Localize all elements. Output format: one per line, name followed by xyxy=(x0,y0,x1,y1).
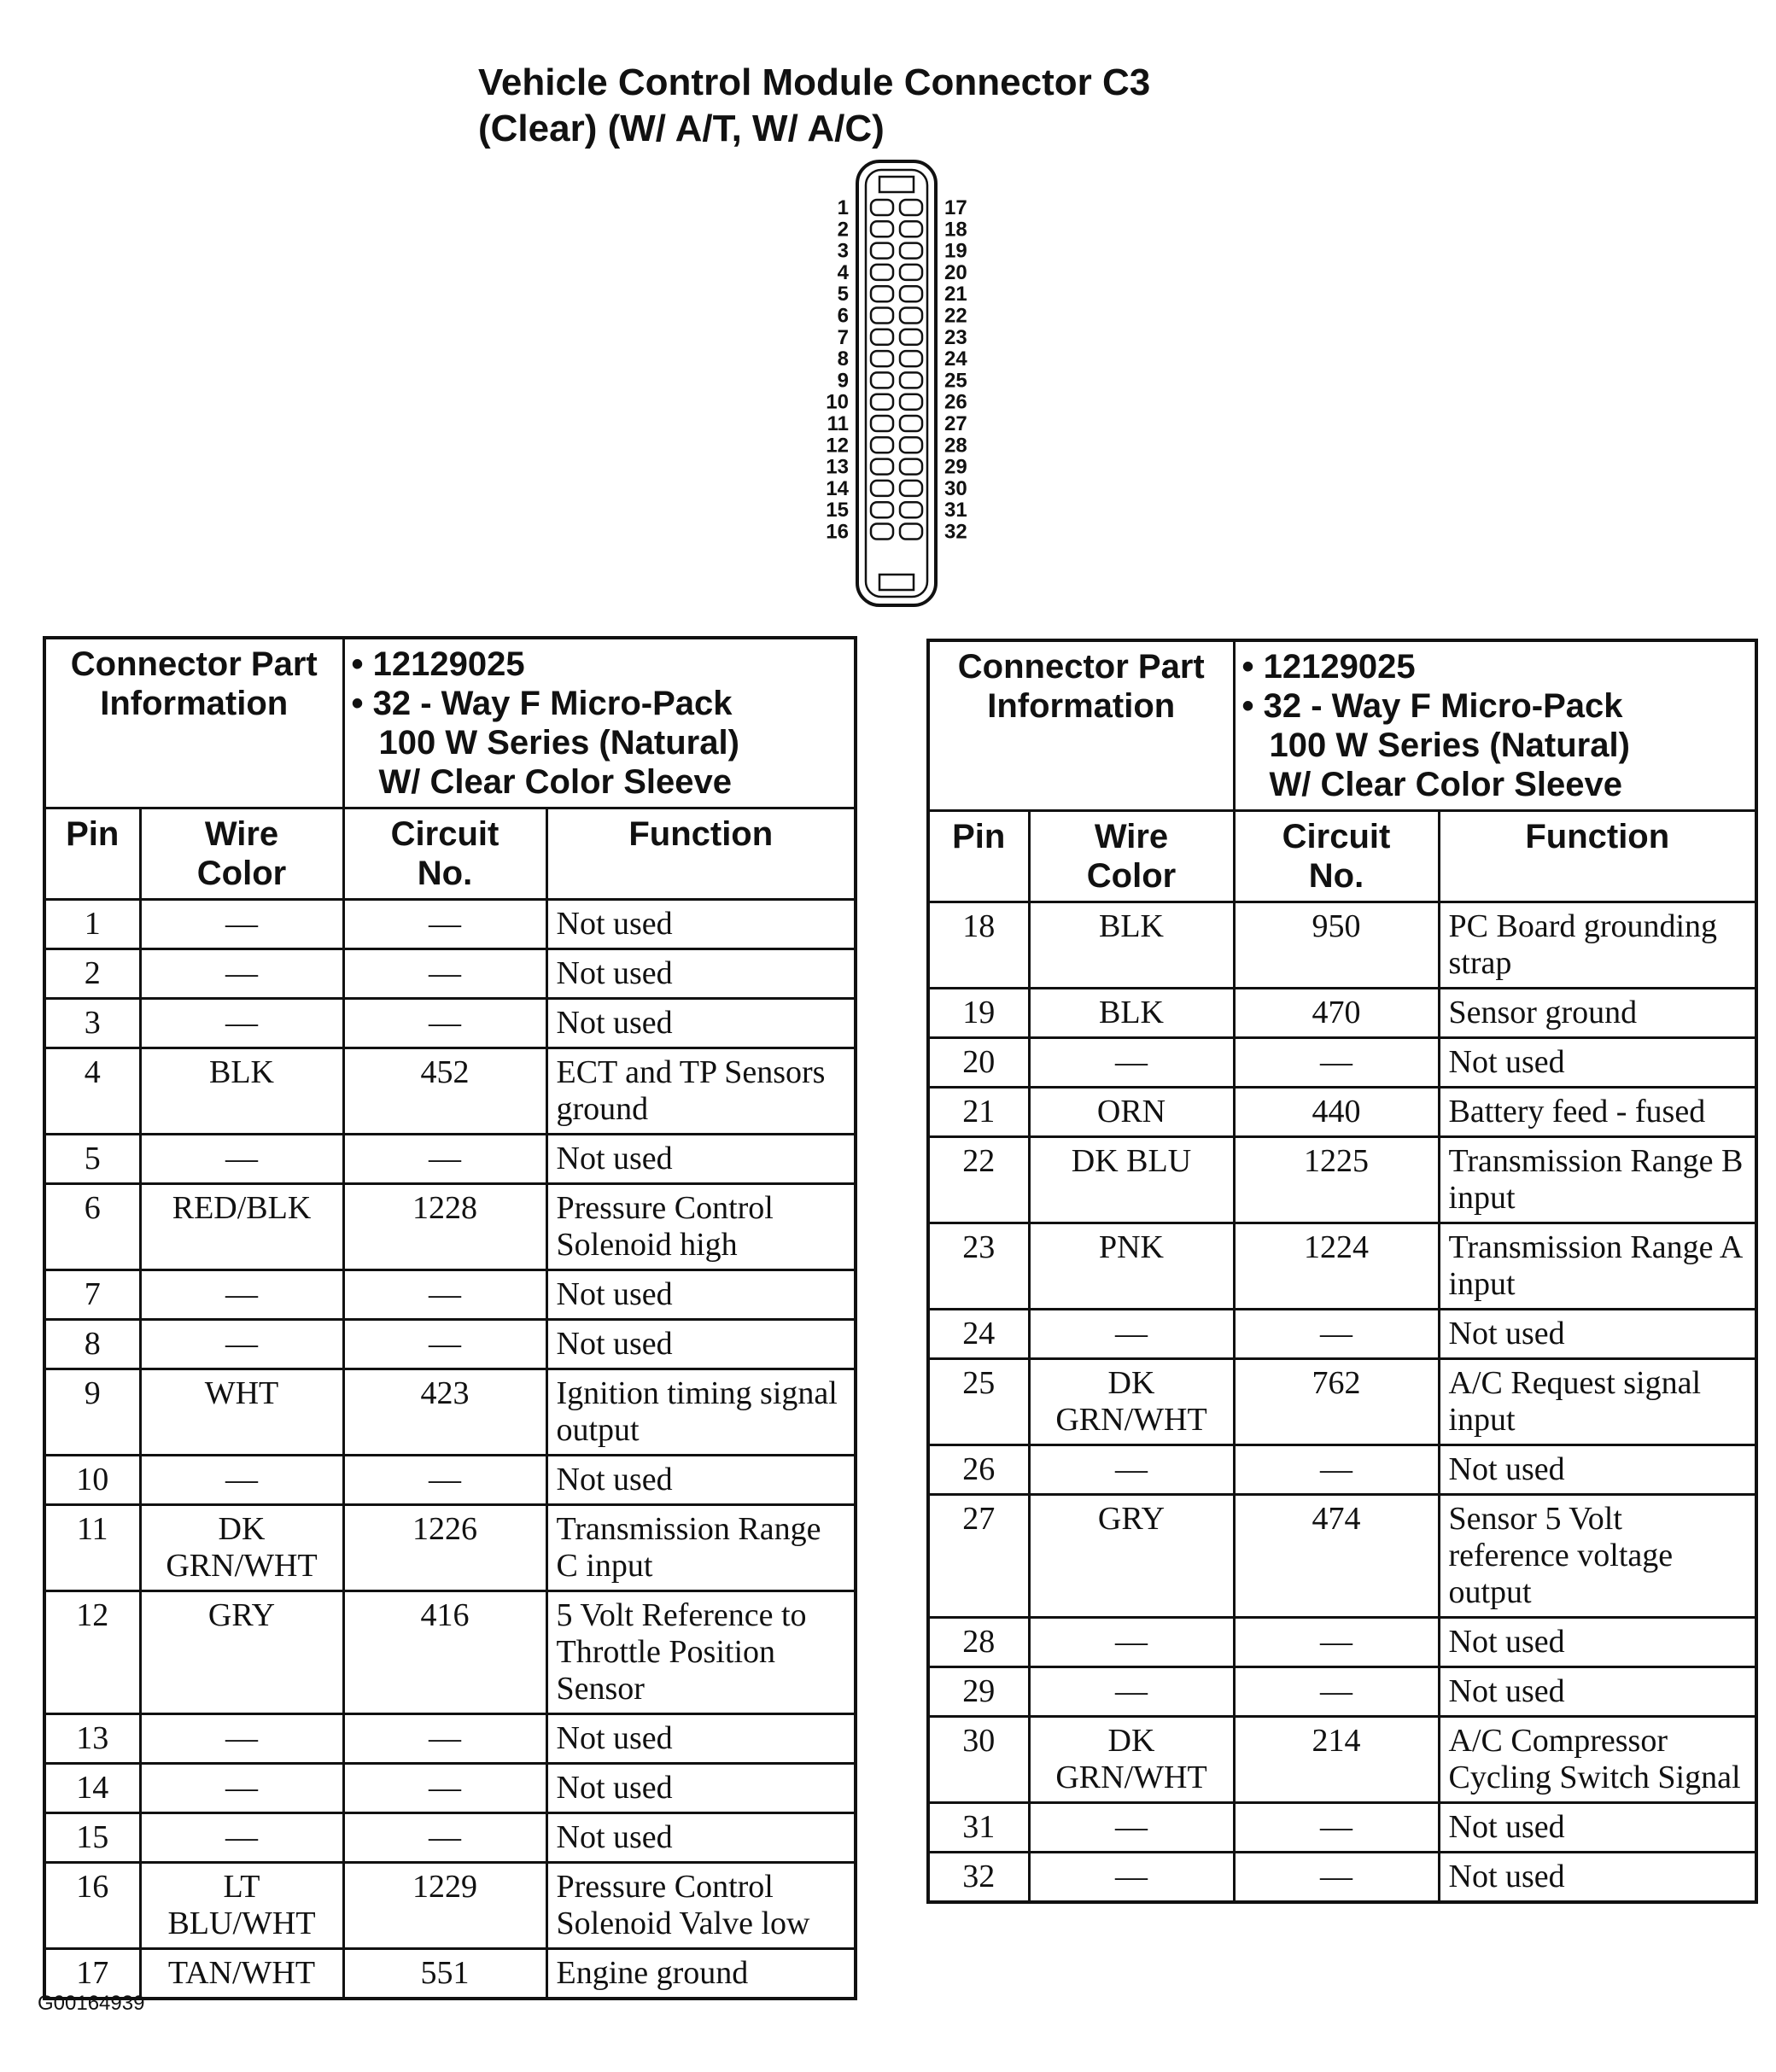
column-header-row xyxy=(44,808,856,900)
table-row xyxy=(928,1803,1756,1853)
page-title xyxy=(0,60,1776,152)
pin-number-label: 6 xyxy=(837,304,849,328)
function-cell: Transmission Range A input xyxy=(1439,1223,1756,1310)
pin-cell: 17 xyxy=(44,1949,140,1999)
pin-cavity xyxy=(871,351,893,366)
col-header-wire-color: Wire Color xyxy=(1029,811,1234,902)
wire-color-cell: TAN/WHT xyxy=(140,1949,343,1999)
pin-number-label: 5 xyxy=(837,283,849,306)
part-number: • 12129025 xyxy=(1242,647,1749,686)
wire-color-cell: BLK xyxy=(1029,902,1234,989)
pin-cavity xyxy=(900,243,922,259)
table-row xyxy=(44,1456,856,1505)
circuit-cell: — xyxy=(343,999,546,1048)
table-row xyxy=(44,1505,856,1591)
part-description-2: 100 W Series (Natural) xyxy=(378,724,739,762)
function-cell: Not used xyxy=(1439,1667,1756,1717)
pin-number-label: 19 xyxy=(944,239,967,263)
function-cell: Not used xyxy=(546,1320,856,1369)
pin-cell: 26 xyxy=(928,1445,1029,1495)
wire-color-cell: DK BLU xyxy=(1029,1137,1234,1223)
pin-cavity xyxy=(871,330,893,345)
wire-color-cell: — xyxy=(140,1456,343,1505)
function-cell: Not used xyxy=(546,900,856,949)
circuit-cell: 452 xyxy=(343,1048,546,1135)
circuit-cell: 1225 xyxy=(1234,1137,1439,1223)
circuit-cell: — xyxy=(1234,1445,1439,1495)
circuit-cell: 551 xyxy=(343,1949,546,1999)
wire-color-cell: BLK xyxy=(1029,989,1234,1038)
circuit-cell: 762 xyxy=(1234,1359,1439,1445)
function-cell: Not used xyxy=(546,1135,856,1184)
function-cell: Not used xyxy=(1439,1803,1756,1853)
pin-cavity xyxy=(871,372,893,388)
pin-cavity xyxy=(900,200,922,215)
pin-cell: 10 xyxy=(44,1456,140,1505)
table-row xyxy=(44,999,856,1048)
pin-cell: 9 xyxy=(44,1369,140,1456)
pin-cell: 19 xyxy=(928,989,1029,1038)
pin-cell: 32 xyxy=(928,1853,1029,1903)
wire-color-cell: — xyxy=(1029,1853,1234,1903)
pin-number-label: 17 xyxy=(944,196,967,219)
circuit-cell: 1226 xyxy=(343,1505,546,1591)
table-row xyxy=(44,1048,856,1135)
pin-cell: 28 xyxy=(928,1618,1029,1667)
function-cell: Not used xyxy=(546,949,856,999)
wire-color-cell: ORN xyxy=(1029,1088,1234,1137)
pin-number-label: 10 xyxy=(826,390,849,414)
pin-cavity xyxy=(900,308,922,324)
function-cell: Not used xyxy=(546,1456,856,1505)
pin-number-label: 28 xyxy=(944,434,967,458)
wire-color-cell: — xyxy=(140,900,343,949)
function-cell: Not used xyxy=(1439,1445,1756,1495)
table-row xyxy=(44,1764,856,1813)
function-cell: Not used xyxy=(1439,1618,1756,1667)
table-row xyxy=(44,900,856,949)
pin-cell: 2 xyxy=(44,949,140,999)
circuit-cell: — xyxy=(1234,1667,1439,1717)
wire-color-cell: DK GRN/WHT xyxy=(1029,1717,1234,1803)
circuit-cell: 423 xyxy=(343,1369,546,1456)
function-cell: Engine ground xyxy=(546,1949,856,1999)
circuit-cell: — xyxy=(343,949,546,999)
table-row xyxy=(928,1667,1756,1717)
table-row xyxy=(44,1369,856,1456)
part-info-row xyxy=(928,640,1756,811)
function-cell: Pressure Control Solenoid Valve low xyxy=(546,1863,856,1949)
pin-table-left xyxy=(43,636,857,2000)
table-row xyxy=(928,1359,1756,1445)
circuit-cell: — xyxy=(343,1135,546,1184)
connector-diagram xyxy=(811,158,982,610)
circuit-cell: 1229 xyxy=(343,1863,546,1949)
circuit-cell: 950 xyxy=(1234,902,1439,989)
pin-cavity xyxy=(900,330,922,345)
function-cell: Pressure Control Solenoid high xyxy=(546,1184,856,1270)
pin-cell: 22 xyxy=(928,1137,1029,1223)
pin-cell: 30 xyxy=(928,1717,1029,1803)
pin-cavity xyxy=(900,459,922,475)
function-cell: Not used xyxy=(546,1270,856,1320)
circuit-cell: 470 xyxy=(1234,989,1439,1038)
pin-cell: 31 xyxy=(928,1803,1029,1853)
pin-cavity xyxy=(900,221,922,236)
connector-latch-bottom xyxy=(879,575,914,590)
circuit-cell: 440 xyxy=(1234,1088,1439,1137)
function-cell: Not used xyxy=(1439,1038,1756,1088)
pin-cell: 12 xyxy=(44,1591,140,1714)
wire-color-cell: — xyxy=(140,1320,343,1369)
pin-number-label: 23 xyxy=(944,325,967,349)
pin-number-label: 32 xyxy=(944,520,967,544)
table-row xyxy=(44,1135,856,1184)
pin-cavity xyxy=(871,502,893,517)
function-cell: Sensor 5 Volt reference voltage output xyxy=(1439,1495,1756,1618)
function-cell: Not used xyxy=(1439,1310,1756,1359)
function-cell: A/C Compressor Cycling Switch Signal xyxy=(1439,1717,1756,1803)
pin-cavity xyxy=(871,265,893,280)
table-row xyxy=(44,1714,856,1764)
col-header-circuit: Circuit No. xyxy=(1234,811,1439,902)
function-cell: Sensor ground xyxy=(1439,989,1756,1038)
pin-cavity xyxy=(871,394,893,410)
wire-color-cell: — xyxy=(1029,1038,1234,1088)
pin-cell: 18 xyxy=(928,902,1029,989)
pin-cavity xyxy=(871,200,893,215)
connector-latch-top xyxy=(879,177,914,192)
wire-color-cell: — xyxy=(1029,1618,1234,1667)
pin-cell: 6 xyxy=(44,1184,140,1270)
circuit-cell: — xyxy=(343,1456,546,1505)
pin-cell: 15 xyxy=(44,1813,140,1863)
pin-cavity xyxy=(871,416,893,431)
circuit-cell: — xyxy=(1234,1803,1439,1853)
pin-cavity xyxy=(871,243,893,259)
wire-color-cell: — xyxy=(140,1714,343,1764)
pin-cavity xyxy=(871,221,893,236)
pin-cell: 14 xyxy=(44,1764,140,1813)
part-info-label: Connector Part Information xyxy=(928,640,1234,811)
wire-color-cell: WHT xyxy=(140,1369,343,1456)
table-row xyxy=(928,1038,1756,1088)
circuit-cell: — xyxy=(343,1320,546,1369)
wire-color-cell: DK GRN/WHT xyxy=(1029,1359,1234,1445)
wire-color-cell: — xyxy=(1029,1803,1234,1853)
pin-cavity xyxy=(871,308,893,324)
wire-color-cell: GRY xyxy=(140,1591,343,1714)
table-row xyxy=(44,1813,856,1863)
pin-number-label: 22 xyxy=(944,304,967,328)
pin-cell: 29 xyxy=(928,1667,1029,1717)
table-row xyxy=(928,1618,1756,1667)
wire-color-cell: — xyxy=(1029,1445,1234,1495)
part-info-details xyxy=(343,638,856,808)
pin-cell: 4 xyxy=(44,1048,140,1135)
function-cell: Transmission Range C input xyxy=(546,1505,856,1591)
part-description-3: W/ Clear Color Sleeve xyxy=(1269,766,1622,803)
connector-outline xyxy=(857,161,936,605)
wire-color-cell: PNK xyxy=(1029,1223,1234,1310)
wire-color-cell: DK GRN/WHT xyxy=(140,1505,343,1591)
table-row xyxy=(44,1863,856,1949)
table-row xyxy=(928,1223,1756,1310)
table-row xyxy=(928,1445,1756,1495)
pin-number-label: 21 xyxy=(944,283,967,306)
pin-cell: 25 xyxy=(928,1359,1029,1445)
figure-id: G00164939 xyxy=(38,1992,145,2015)
pin-number-label: 25 xyxy=(944,369,967,393)
table-row xyxy=(928,1853,1756,1903)
function-cell: PC Board grounding strap xyxy=(1439,902,1756,989)
pin-number-label: 7 xyxy=(837,325,849,349)
table-row xyxy=(44,1949,856,1999)
function-cell: 5 Volt Reference to Throttle Position Sensor xyxy=(546,1591,856,1714)
pin-cavity xyxy=(900,437,922,452)
wire-color-cell: — xyxy=(1029,1667,1234,1717)
pin-number-label: 13 xyxy=(826,455,849,479)
title-line-2: (Clear) (W/ A/T, W/ A/C) xyxy=(478,108,885,149)
pin-cell: 8 xyxy=(44,1320,140,1369)
circuit-cell: — xyxy=(343,1764,546,1813)
function-cell: Not used xyxy=(546,1714,856,1764)
pin-cavity xyxy=(900,372,922,388)
pin-cell: 1 xyxy=(44,900,140,949)
pin-number-label: 27 xyxy=(944,412,967,435)
pin-cavity xyxy=(900,416,922,431)
pin-number-label: 20 xyxy=(944,260,967,284)
circuit-cell: 1228 xyxy=(343,1184,546,1270)
table-row xyxy=(44,1591,856,1714)
pin-number-label: 9 xyxy=(837,369,849,393)
part-info-details xyxy=(1234,640,1756,811)
table-row xyxy=(928,1137,1756,1223)
pin-cavity xyxy=(900,286,922,301)
pin-cell: 24 xyxy=(928,1310,1029,1359)
circuit-cell: — xyxy=(1234,1618,1439,1667)
table-row xyxy=(928,902,1756,989)
circuit-cell: — xyxy=(343,1813,546,1863)
function-cell: Not used xyxy=(1439,1853,1756,1903)
pin-number-label: 1 xyxy=(837,196,849,219)
pin-cavity xyxy=(900,502,922,517)
pin-number-label: 15 xyxy=(826,499,849,522)
table-row xyxy=(928,1717,1756,1803)
pin-cavity xyxy=(900,524,922,540)
pin-number-label: 3 xyxy=(837,239,849,263)
pin-cavity xyxy=(900,351,922,366)
pin-cavity xyxy=(871,286,893,301)
part-info-row xyxy=(44,638,856,808)
pin-cavity xyxy=(900,265,922,280)
function-cell: ECT and TP Sensors ground xyxy=(546,1048,856,1135)
pin-cell: 23 xyxy=(928,1223,1029,1310)
col-header-pin: Pin xyxy=(44,808,140,900)
pin-cavity xyxy=(900,394,922,410)
function-cell: A/C Request signal input xyxy=(1439,1359,1756,1445)
circuit-cell: 214 xyxy=(1234,1717,1439,1803)
wire-color-cell: — xyxy=(140,1764,343,1813)
pin-cell: 20 xyxy=(928,1038,1029,1088)
part-description-2: 100 W Series (Natural) xyxy=(1269,727,1630,764)
circuit-cell: — xyxy=(1234,1038,1439,1088)
table-row xyxy=(44,1320,856,1369)
pin-number-label: 14 xyxy=(826,476,849,500)
wire-color-cell: LT BLU/WHT xyxy=(140,1863,343,1949)
circuit-cell: — xyxy=(343,1270,546,1320)
circuit-cell: — xyxy=(343,900,546,949)
table-row xyxy=(44,1184,856,1270)
circuit-cell: — xyxy=(343,1714,546,1764)
table-row xyxy=(928,989,1756,1038)
part-info-label: Connector Part Information xyxy=(44,638,343,808)
table-row xyxy=(928,1310,1756,1359)
part-description-1: • 32 - Way F Micro-Pack xyxy=(1242,686,1749,726)
pin-cell: 5 xyxy=(44,1135,140,1184)
wire-color-cell: — xyxy=(140,1813,343,1863)
pin-cell: 27 xyxy=(928,1495,1029,1618)
pin-cell: 16 xyxy=(44,1863,140,1949)
pin-number-label: 11 xyxy=(827,412,849,435)
pin-number-label: 16 xyxy=(826,520,849,544)
pin-cavity xyxy=(900,481,922,496)
wire-color-cell: GRY xyxy=(1029,1495,1234,1618)
circuit-cell: — xyxy=(1234,1310,1439,1359)
pin-number-label: 29 xyxy=(944,455,967,479)
pin-number-label: 12 xyxy=(826,434,849,458)
pin-cell: 3 xyxy=(44,999,140,1048)
table-row xyxy=(44,949,856,999)
wire-color-cell: — xyxy=(1029,1310,1234,1359)
pin-cavity xyxy=(871,524,893,540)
wire-color-cell: — xyxy=(140,1270,343,1320)
pin-cell: 21 xyxy=(928,1088,1029,1137)
circuit-cell: 1224 xyxy=(1234,1223,1439,1310)
function-cell: Ignition timing signal output xyxy=(546,1369,856,1456)
pin-number-label: 2 xyxy=(837,218,849,242)
function-cell: Not used xyxy=(546,1764,856,1813)
col-header-pin: Pin xyxy=(928,811,1029,902)
function-cell: Transmission Range B input xyxy=(1439,1137,1756,1223)
pin-number-label: 8 xyxy=(837,347,849,371)
function-cell: Not used xyxy=(546,999,856,1048)
pin-cavity xyxy=(871,481,893,496)
part-description-1: • 32 - Way F Micro-Pack xyxy=(352,684,848,723)
wire-color-cell: — xyxy=(140,1135,343,1184)
circuit-cell: 416 xyxy=(343,1591,546,1714)
pin-number-label: 24 xyxy=(944,347,967,371)
pin-number-label: 4 xyxy=(837,260,849,284)
part-number: • 12129025 xyxy=(352,645,848,684)
col-header-function: Function xyxy=(1439,811,1756,902)
table-row xyxy=(928,1495,1756,1618)
pin-cell: 13 xyxy=(44,1714,140,1764)
part-description-3: W/ Clear Color Sleeve xyxy=(378,763,732,801)
col-header-function: Function xyxy=(546,808,856,900)
col-header-circuit: Circuit No. xyxy=(343,808,546,900)
col-header-wire-color: Wire Color xyxy=(140,808,343,900)
wire-color-cell: BLK xyxy=(140,1048,343,1135)
pin-number-label: 30 xyxy=(944,476,967,500)
column-header-row xyxy=(928,811,1756,902)
circuit-cell: 474 xyxy=(1234,1495,1439,1618)
wire-color-cell: — xyxy=(140,999,343,1048)
table-row xyxy=(44,1270,856,1320)
wire-color-cell: RED/BLK xyxy=(140,1184,343,1270)
function-cell: Battery feed - fused xyxy=(1439,1088,1756,1137)
pin-number-label: 26 xyxy=(944,390,967,414)
pin-number-label: 18 xyxy=(944,218,967,242)
function-cell: Not used xyxy=(546,1813,856,1863)
pin-cavity xyxy=(871,459,893,475)
pin-table-right xyxy=(926,639,1758,1904)
wire-color-cell: — xyxy=(140,949,343,999)
pin-number-label: 31 xyxy=(944,499,967,522)
table-row xyxy=(928,1088,1756,1137)
pin-cavity xyxy=(871,437,893,452)
pin-cell: 7 xyxy=(44,1270,140,1320)
pin-cell: 11 xyxy=(44,1505,140,1591)
title-line-1: Vehicle Control Module Connector C3 xyxy=(478,61,1151,103)
circuit-cell: — xyxy=(1234,1853,1439,1903)
